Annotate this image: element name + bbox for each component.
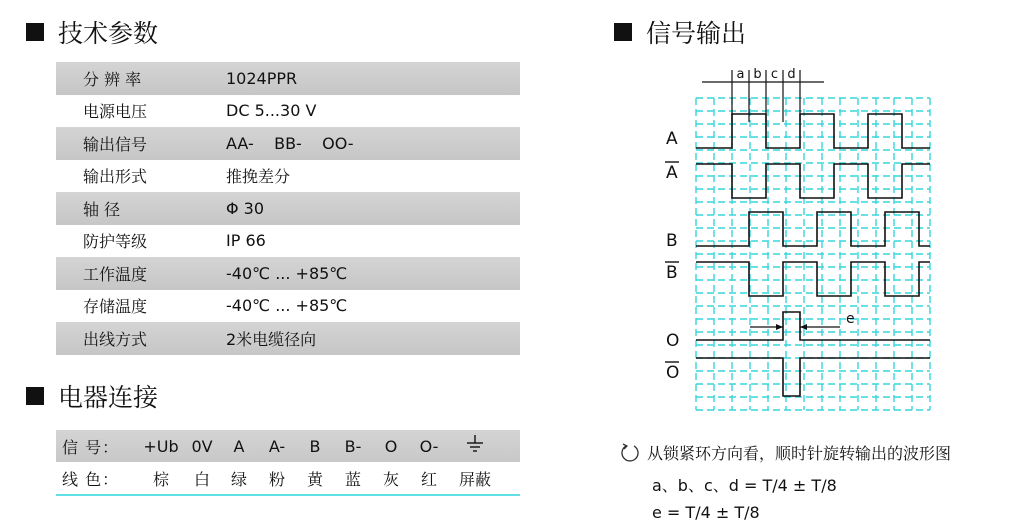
channel-label: O [666,363,680,383]
color-row-label: 线 色： [62,469,120,489]
waveform-o [696,312,930,340]
spec-label: 工作温度 [83,264,148,284]
channel-label: O [666,331,680,351]
wire-color-cell: 灰 [382,469,399,489]
spec-value: Φ 30 [226,198,265,218]
channel-label: B [666,231,678,251]
wire-color-cell: 屏蔽 [458,469,491,489]
spec-table [56,62,520,355]
square-bullet-icon [26,23,44,41]
square-bullet-icon [614,23,632,41]
channel-label: A [666,129,678,149]
spec-row [56,62,520,95]
spec-row [56,160,520,193]
dimension-label: a [736,67,745,82]
spec-label: 轴 径 [83,199,121,219]
dimension-label: c [770,67,779,82]
spec-label: 防护等级 [83,232,148,252]
clockwise-arrow-icon [619,442,643,464]
spec-value: -40℃ ... +85℃ [226,263,348,283]
signal-cell: B- [344,436,362,456]
waveform-a-inverted [696,164,930,198]
wire-color-cell: 蓝 [344,469,361,489]
signal-output-title-text: 信号输出 [646,19,747,48]
ground-icon [448,434,502,458]
waveform-a [696,114,930,148]
spec-row [56,225,520,258]
square-bullet-icon [26,387,44,405]
formula-e: e = T/4 ± T/8 [652,503,760,522]
spec-value: IP 66 [226,231,266,251]
dimension-label: b [753,67,762,82]
spec-row [56,192,520,225]
electrical-title [26,378,158,414]
arrowhead [776,324,783,330]
spec-label: 输出信号 [83,134,148,154]
wire-color-cell: 棕 [152,469,169,489]
formula-abcd: a、b、c、d = T/4 ± T/8 [652,476,837,495]
spec-label: 出线方式 [83,329,148,349]
spec-row [56,290,520,323]
tech-params-title [26,14,158,50]
channel-label: B [666,263,678,283]
wire-color-cell: 黄 [306,469,323,489]
color-row [56,462,520,496]
spec-label: 存储温度 [83,297,148,317]
waveform-diagram [660,62,950,418]
spec-value: 2米电缆径向 [226,329,317,349]
spec-value: 推挽差分 [226,167,291,187]
signal-output-title [614,14,746,50]
signal-cell: 0V [191,436,213,456]
spec-value: DC 5...30 V [226,101,317,121]
spec-label: 输出形式 [83,167,148,187]
wire-color-cell: 红 [420,469,437,489]
signal-cell: O [384,436,398,456]
wire-color-cell: 绿 [230,469,247,489]
channel-label: A [666,163,678,183]
spec-row [56,95,520,128]
spec-row [56,322,520,355]
signal-row-label: 信 号： [62,437,120,457]
spec-value: -40℃ ... +85℃ [226,296,348,316]
tech-params-title-text: 技术参数 [58,19,159,48]
signal-cell: A [233,436,245,456]
dimension-label: d [787,67,796,82]
direction-note [619,441,951,464]
signal-cell: B [309,436,321,456]
electrical-title-text: 电器连接 [58,383,159,412]
signal-cell: O- [419,436,439,456]
spec-label: 分 辨 率 [83,69,142,89]
direction-note-text: 从锁紧环方向看，顺时针旋转输出的波形图 [647,444,952,463]
signal-cell: +Ub [143,436,179,456]
spec-row [56,127,520,160]
spec-value: AA- BB- OO- [226,133,354,153]
spec-value: 1024PPR [226,68,298,88]
wire-color-cell: 粉 [268,469,285,489]
signal-cell: A- [268,436,286,456]
e-label: e [846,311,855,327]
spec-row [56,257,520,290]
spec-label: 电源电压 [83,102,148,122]
wire-color-cell: 白 [193,469,210,489]
waveform-o-inverted [696,358,930,396]
signal-row [56,430,520,462]
